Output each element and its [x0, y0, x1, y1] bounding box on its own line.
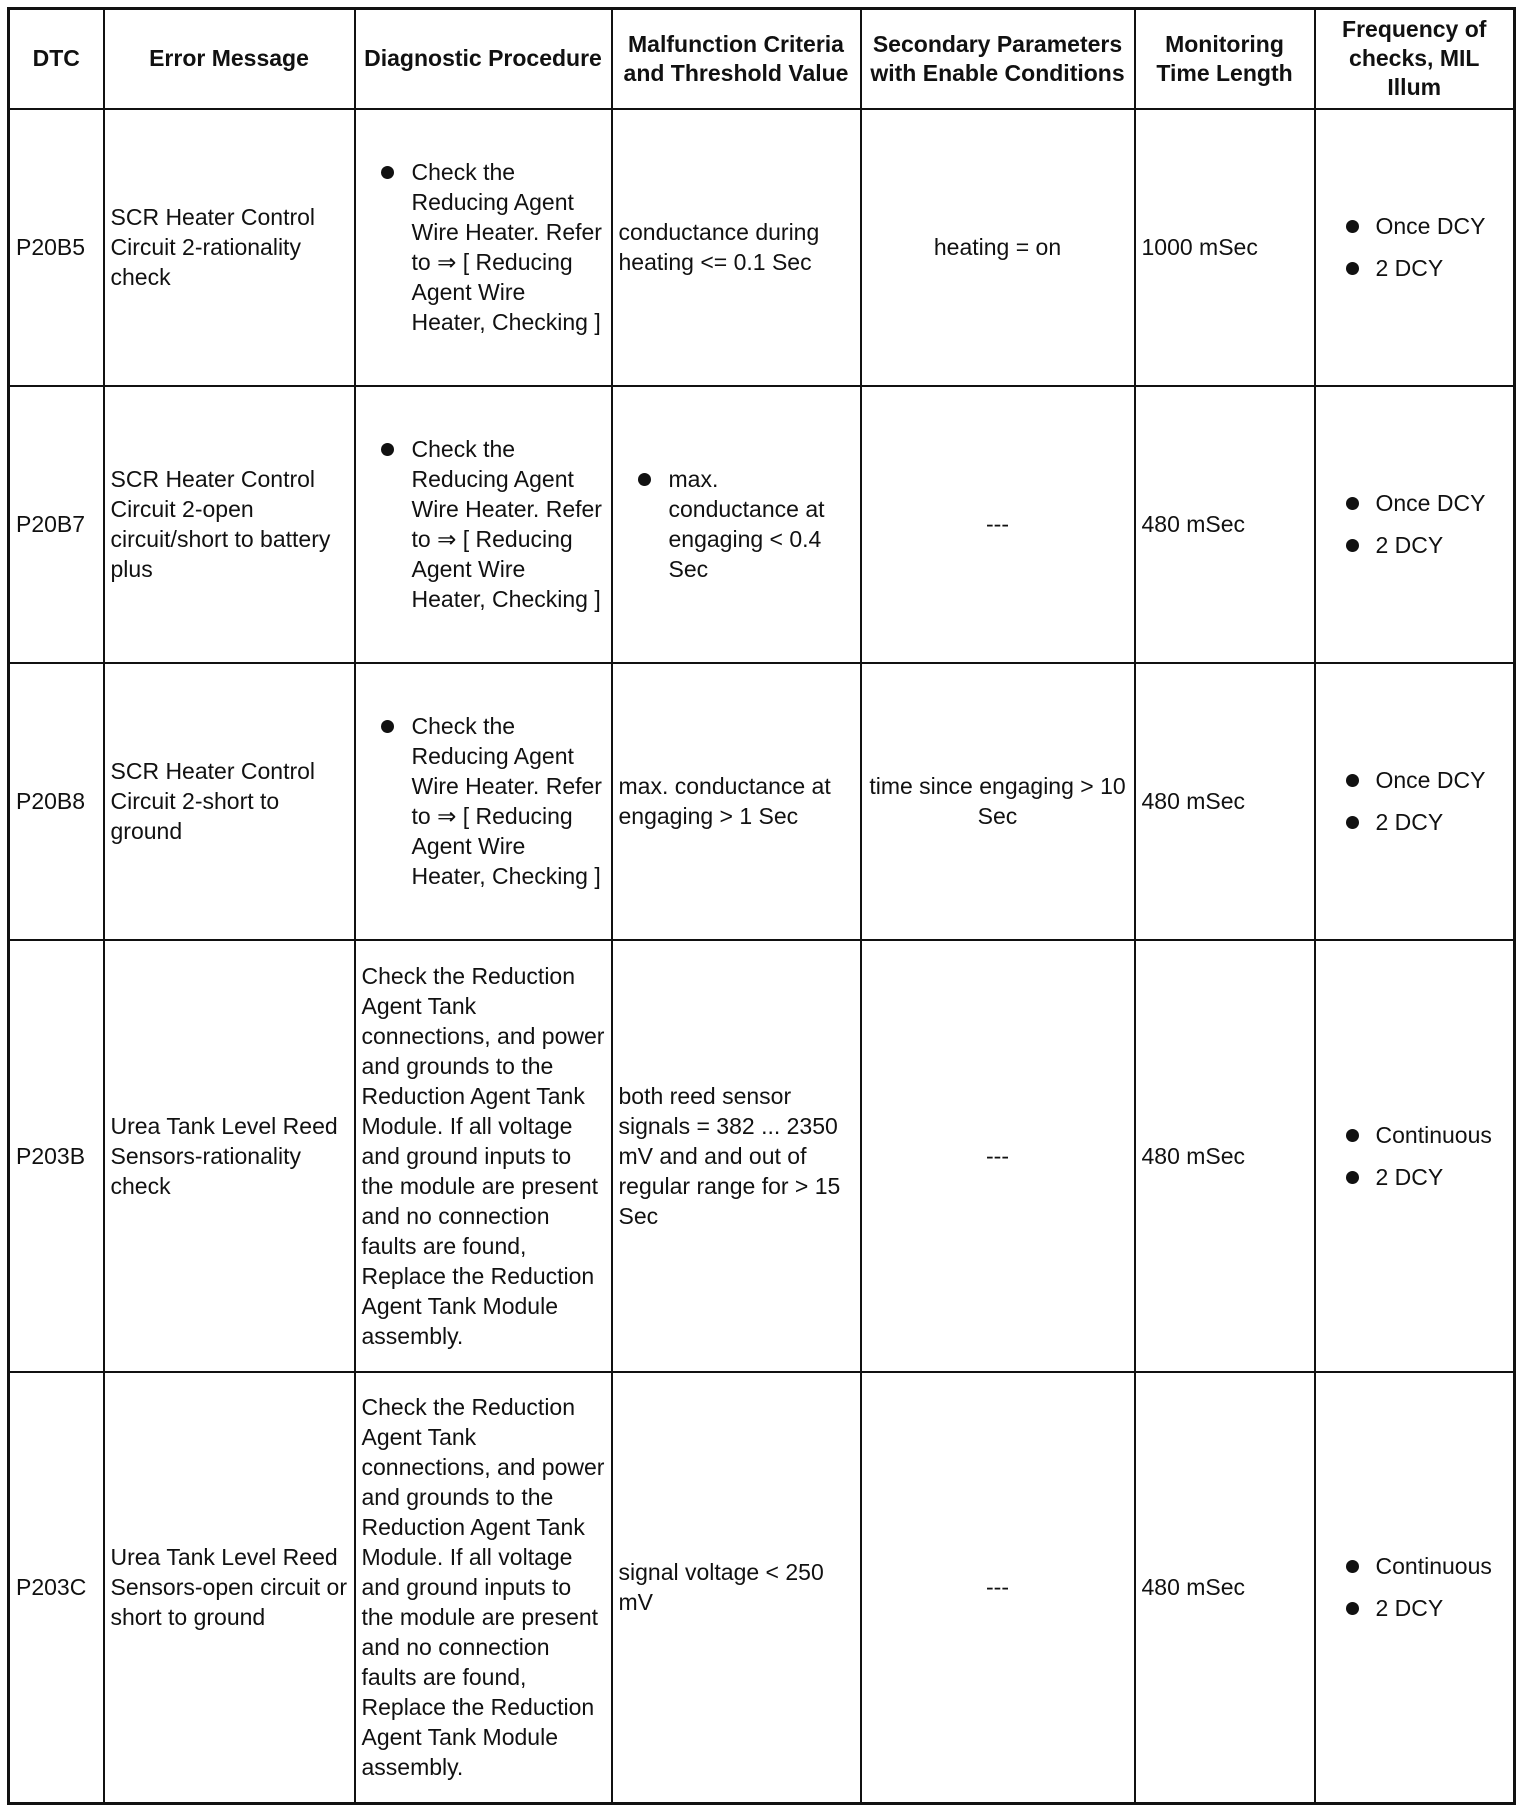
- secondary-parameters: ---: [861, 386, 1135, 663]
- frequency-item: Continuous: [1376, 1120, 1508, 1150]
- error-message: Urea Tank Level Reed Sensors-open circuit or short to ground: [104, 1372, 355, 1804]
- mil-illum-item: 2 DCY: [1376, 253, 1508, 283]
- frequency-cell: [1315, 940, 1515, 1372]
- diagnostic-procedure: Check the Reduction Agent Tank connections, and power and grounds to the Reduction Agent Tank Module. If all voltage and ground inputs to the module are present and no connection faults are found, Replace the Reduction Agent Tank Module assembly.: [355, 1372, 612, 1804]
- frequency-item: Once DCY: [1376, 211, 1508, 241]
- mil-illum-item: 2 DCY: [1376, 807, 1508, 837]
- secondary-parameters: heating = on: [861, 109, 1135, 386]
- error-message: SCR Heater Control Circuit 2-rationality check: [104, 109, 355, 386]
- criteria-bullet: max. conductance at engaging < 0.4 Sec: [669, 464, 854, 584]
- monitoring-time: 480 mSec: [1135, 663, 1315, 940]
- error-message: SCR Heater Control Circuit 2-open circuit/short to battery plus: [104, 386, 355, 663]
- monitoring-time: 480 mSec: [1135, 1372, 1315, 1804]
- header-frequency: Frequency of checks, MIL Illum: [1315, 9, 1515, 109]
- mil-illum-item: 2 DCY: [1376, 1593, 1508, 1623]
- diagnostic-procedure: [355, 109, 612, 386]
- header-dtc: DTC: [9, 9, 104, 109]
- monitoring-time: 480 mSec: [1135, 940, 1315, 1372]
- malfunction-criteria: [612, 386, 861, 663]
- table-row: [9, 663, 1515, 940]
- mil-illum-item: 2 DCY: [1376, 530, 1508, 560]
- dtc-code: P203C: [9, 1372, 104, 1804]
- header-monitoring-time: Monitoring Time Length: [1135, 9, 1315, 109]
- mil-illum-item: 2 DCY: [1376, 1162, 1508, 1192]
- dtc-table: [7, 7, 1516, 1805]
- dtc-code: P20B8: [9, 663, 104, 940]
- procedure-bullet: Check the Reducing Agent Wire Heater. Refer to ⇒ [ Reducing Agent Wire Heater, Checking ]: [412, 434, 605, 614]
- error-message: Urea Tank Level Reed Sensors-rationality check: [104, 940, 355, 1372]
- dtc-code: P203B: [9, 940, 104, 1372]
- header-error-message: Error Message: [104, 9, 355, 109]
- diagnostic-procedure: [355, 663, 612, 940]
- diagnostic-procedure: [355, 386, 612, 663]
- header-secondary-parameters: Secondary Parameters with Enable Conditions: [861, 9, 1135, 109]
- frequency-cell: [1315, 663, 1515, 940]
- frequency-item: Once DCY: [1376, 488, 1508, 518]
- diagnostic-procedure: Check the Reduction Agent Tank connections, and power and grounds to the Reduction Agent Tank Module. If all voltage and ground inputs to the module are present and no connection faults are found, Replace the Reduction Agent Tank Module assembly.: [355, 940, 612, 1372]
- table-header-row: [9, 9, 1515, 109]
- malfunction-criteria: both reed sensor signals = 382 ... 2350 mV and and out of regular range for > 15 Sec: [612, 940, 861, 1372]
- procedure-bullet: Check the Reducing Agent Wire Heater. Refer to ⇒ [ Reducing Agent Wire Heater, Checking ]: [412, 711, 605, 891]
- table-row: [9, 940, 1515, 1372]
- frequency-item: Once DCY: [1376, 765, 1508, 795]
- frequency-item: Continuous: [1376, 1551, 1508, 1581]
- monitoring-time: 1000 mSec: [1135, 109, 1315, 386]
- dtc-code: P20B5: [9, 109, 104, 386]
- malfunction-criteria: conductance during heating <= 0.1 Sec: [612, 109, 861, 386]
- secondary-parameters: ---: [861, 1372, 1135, 1804]
- procedure-bullet: Check the Reducing Agent Wire Heater. Refer to ⇒ [ Reducing Agent Wire Heater, Checking ]: [412, 157, 605, 337]
- secondary-parameters: time since engaging > 10 Sec: [861, 663, 1135, 940]
- table-row: [9, 386, 1515, 663]
- header-malfunction-criteria: Malfunction Criteria and Threshold Value: [612, 9, 861, 109]
- error-message: SCR Heater Control Circuit 2-short to ground: [104, 663, 355, 940]
- frequency-cell: [1315, 1372, 1515, 1804]
- header-diagnostic-procedure: Diagnostic Procedure: [355, 9, 612, 109]
- dtc-code: P20B7: [9, 386, 104, 663]
- table-row: [9, 109, 1515, 386]
- frequency-cell: [1315, 109, 1515, 386]
- malfunction-criteria: signal voltage < 250 mV: [612, 1372, 861, 1804]
- malfunction-criteria: max. conductance at engaging > 1 Sec: [612, 663, 861, 940]
- monitoring-time: 480 mSec: [1135, 386, 1315, 663]
- frequency-cell: [1315, 386, 1515, 663]
- table-row: [9, 1372, 1515, 1804]
- secondary-parameters: ---: [861, 940, 1135, 1372]
